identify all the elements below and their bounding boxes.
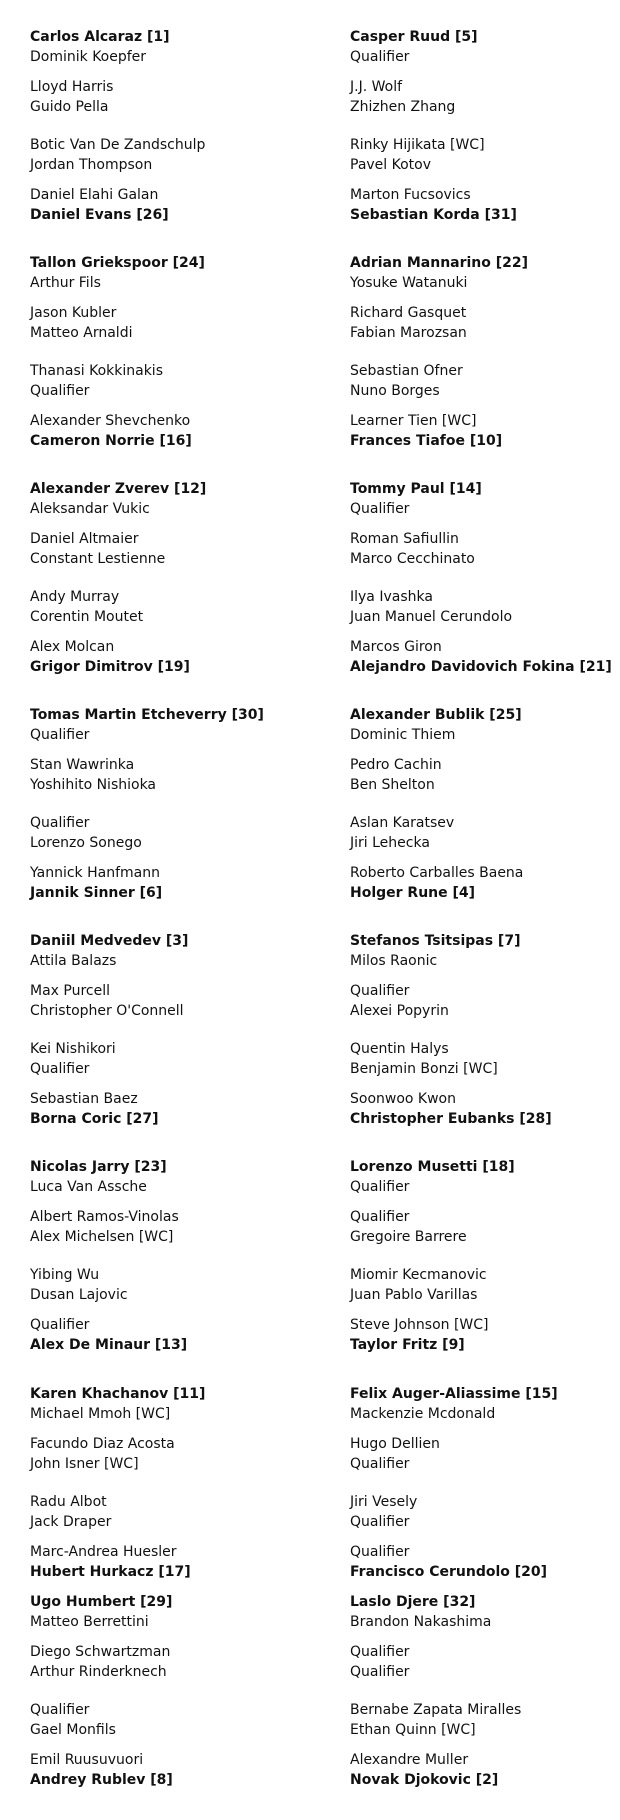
player-name: Yibing Wu [30,1267,100,1283]
match-pair [30,135,205,175]
player-name: Qualifier [350,1664,410,1680]
match-pair [30,755,156,795]
player-name: Dusan Lajovic [30,1287,128,1303]
match-pair [30,1384,205,1424]
seeded-player-name: Andrey Rublev [8] [30,1772,173,1788]
player-name: Marc-Andrea Huesler [30,1544,177,1560]
match-pair [350,863,523,903]
match-pair [350,1207,467,1247]
seeded-player-name: Novak Djokovic [2] [350,1772,499,1788]
player-name: Jiri Lehecka [350,835,430,851]
match-pair [350,1750,498,1790]
match-pair [30,1039,116,1079]
match-pair [30,253,205,293]
match-pair [350,1089,552,1129]
player-name: Constant Lestienne [30,551,166,567]
match-pair [30,931,188,971]
seeded-player-name: Lorenzo Musetti [18] [350,1159,515,1175]
player-name: Qualifier [350,983,410,999]
player-name: Brandon Nakashima [350,1614,492,1630]
player-name: Jordan Thompson [30,157,153,173]
player-name: Qualifier [350,1644,410,1660]
match-pair [350,77,455,117]
seeded-player-name: Ugo Humbert [29] [30,1594,173,1610]
match-pair [30,813,142,853]
player-name: Qualifier [350,1179,410,1195]
player-name: Qualifier [30,1317,90,1333]
player-name: Fabian Marozsan [350,325,467,341]
match-pair [30,1642,170,1682]
seeded-player-name: Taylor Fritz [9] [350,1337,465,1353]
player-name: Facundo Diaz Acosta [30,1436,175,1452]
match-pair [350,1039,498,1079]
player-name: Matteo Berrettini [30,1614,149,1630]
player-name: Ben Shelton [350,777,435,793]
player-name: John Isner [WC] [30,1456,139,1472]
match-pair [350,27,478,67]
seeded-player-name: Tomas Martin Etcheverry [30] [30,707,264,723]
match-pair [30,1157,167,1197]
player-name: Botic Van De Zandschulp [30,137,206,153]
player-name: Attila Balazs [30,953,117,969]
player-name: Hugo Dellien [350,1436,440,1452]
player-name: Luca Van Assche [30,1179,147,1195]
player-name: Benjamin Bonzi [WC] [350,1061,498,1077]
match-pair [30,705,264,745]
player-name: Nuno Borges [350,383,440,399]
player-name: Sebastian Baez [30,1091,138,1107]
player-name: Emil Ruusuvuori [30,1752,144,1768]
match-pair [30,863,162,903]
player-name: Quentin Halys [350,1041,449,1057]
match-pair [350,1700,521,1740]
player-name: Diego Schwartzman [30,1644,171,1660]
player-name: Daniel Altmaier [30,531,139,547]
player-name: Pedro Cachin [350,757,442,773]
player-name: Roman Safiullin [350,531,459,547]
match-pair [350,981,449,1021]
player-name: Aleksandar Vukic [30,501,150,517]
match-pair [350,587,512,627]
match-pair [30,1265,128,1305]
match-pair [30,479,206,519]
match-pair [350,1592,491,1632]
match-pair [30,1315,187,1355]
player-name: J.J. Wolf [350,79,403,95]
seeded-player-name: Jannik Sinner [6] [30,885,163,901]
match-pair [30,1492,111,1532]
player-name: Marton Fucsovics [350,187,471,203]
seeded-player-name: Karen Khachanov [11] [30,1386,206,1402]
match-pair [350,637,612,677]
match-pair [350,411,502,451]
match-pair [30,529,165,569]
player-name: Lorenzo Sonego [30,835,142,851]
player-name: Max Purcell [30,983,111,999]
match-pair [350,185,517,225]
match-pair [350,705,522,745]
player-name: Michael Mmoh [WC] [30,1406,171,1422]
player-name: Sebastian Ofner [350,363,463,379]
seeded-player-name: Alejandro Davidovich Fokina [21] [350,659,612,675]
player-name: Alexandre Muller [350,1752,469,1768]
player-name: Richard Gasquet [350,305,467,321]
player-name: Steve Johnson [WC] [350,1317,489,1333]
player-name: Daniel Elahi Galan [30,187,159,203]
seeded-player-name: Hubert Hurkacz [17] [30,1564,191,1580]
player-name: Pavel Kotov [350,157,432,173]
player-name: Alex Michelsen [WC] [30,1229,174,1245]
match-pair [350,1384,558,1424]
match-pair [350,135,485,175]
match-pair [30,27,170,67]
player-name: Mackenzie Mcdonald [350,1406,496,1422]
player-name: Zhizhen Zhang [350,99,456,115]
player-name: Albert Ramos-Vinolas [30,1209,179,1225]
match-pair [30,587,143,627]
match-pair [350,1492,417,1532]
player-name: Qualifier [30,1702,90,1718]
match-pair [30,1750,173,1790]
player-name: Juan Pablo Varillas [350,1287,478,1303]
player-name: Jack Draper [30,1514,112,1530]
seeded-player-name: Holger Rune [4] [350,885,476,901]
seeded-player-name: Tallon Griekspoor [24] [30,255,205,271]
player-name: Ethan Quinn [WC] [350,1722,476,1738]
player-name: Christopher O'Connell [30,1003,184,1019]
match-pair [350,479,482,519]
player-name: Matteo Arnaldi [30,325,133,341]
player-name: Guido Pella [30,99,109,115]
match-pair [350,813,454,853]
match-pair [30,637,190,677]
match-pair [30,411,192,451]
player-name: Qualifier [350,49,410,65]
match-pair [350,303,467,343]
seeded-player-name: Borna Coric [27] [30,1111,159,1127]
player-name: Roberto Carballes Baena [350,865,524,881]
seeded-player-name: Grigor Dimitrov [19] [30,659,190,675]
seeded-player-name: Tommy Paul [14] [350,481,482,497]
seeded-player-name: Daniil Medvedev [3] [30,933,189,949]
match-pair [350,1542,547,1582]
match-pair [30,1542,191,1582]
seeded-player-name: Frances Tiafoe [10] [350,433,503,449]
match-pair [30,1700,116,1740]
seeded-player-name: Stefanos Tsitsipas [7] [350,933,521,949]
player-name: Qualifier [30,727,90,743]
match-pair [350,1434,440,1474]
match-pair [30,1207,179,1247]
player-name: Qualifier [350,501,410,517]
match-pair [30,1089,159,1129]
seeded-player-name: Casper Ruud [5] [350,29,478,45]
match-pair [350,1315,489,1355]
match-pair [30,981,184,1021]
player-name: Qualifier [350,1514,410,1530]
player-name: Qualifier [350,1544,410,1560]
player-name: Arthur Fils [30,275,101,291]
player-name: Jiri Vesely [350,1494,418,1510]
player-name: Alexander Shevchenko [30,413,191,429]
player-name: Kei Nishikori [30,1041,116,1057]
match-pair [350,1265,487,1305]
match-pair [350,529,475,569]
player-name: Qualifier [350,1456,410,1472]
player-name: Qualifier [30,383,90,399]
seeded-player-name: Adrian Mannarino [22] [350,255,529,271]
seeded-player-name: Sebastian Korda [31] [350,207,517,223]
player-name: Alex Molcan [30,639,115,655]
seeded-player-name: Carlos Alcaraz [1] [30,29,170,45]
player-name: Radu Albot [30,1494,107,1510]
player-name: Aslan Karatsev [350,815,455,831]
player-name: Lloyd Harris [30,79,114,95]
player-name: Dominic Thiem [350,727,456,743]
player-name: Stan Wawrinka [30,757,135,773]
seeded-player-name: Daniel Evans [26] [30,207,169,223]
match-pair [350,253,528,293]
player-name: Andy Murray [30,589,120,605]
player-name: Yoshihito Nishioka [30,777,157,793]
seeded-player-name: Christopher Eubanks [28] [350,1111,552,1127]
match-pair [30,77,113,117]
match-pair [30,361,163,401]
match-pair [30,1592,172,1632]
match-pair [350,931,520,971]
seeded-player-name: Alex De Minaur [13] [30,1337,188,1353]
player-name: Jason Kubler [30,305,117,321]
seeded-player-name: Alexander Zverev [12] [30,481,207,497]
player-name: Bernabe Zapata Miralles [350,1702,522,1718]
seeded-player-name: Francisco Cerundolo [20] [350,1564,548,1580]
match-pair [30,303,132,343]
player-name: Marcos Giron [350,639,442,655]
player-name: Thanasi Kokkinakis [30,363,163,379]
player-name: Gael Monfils [30,1722,116,1738]
player-name: Corentin Moutet [30,609,144,625]
match-pair [30,1434,175,1474]
match-pair [350,361,463,401]
player-name: Marco Cecchinato [350,551,475,567]
player-name: Learner Tien [WC] [350,413,477,429]
player-name: Yannick Hanfmann [30,865,160,881]
player-name: Gregoire Barrere [350,1229,467,1245]
player-name: Alexei Popyrin [350,1003,449,1019]
player-name: Miomir Kecmanovic [350,1267,487,1283]
player-name: Yosuke Watanuki [350,275,468,291]
player-name: Milos Raonic [350,953,438,969]
player-name: Juan Manuel Cerundolo [350,609,513,625]
player-name: Rinky Hijikata [WC] [350,137,485,153]
seeded-player-name: Nicolas Jarry [23] [30,1159,167,1175]
player-name: Qualifier [30,1061,90,1077]
player-name: Qualifier [350,1209,410,1225]
player-name: Qualifier [30,815,90,831]
player-name: Ilya Ivashka [350,589,433,605]
seeded-player-name: Laslo Djere [32] [350,1594,476,1610]
player-name: Dominik Koepfer [30,49,147,65]
seeded-player-name: Cameron Norrie [16] [30,433,192,449]
seeded-player-name: Felix Auger-Aliassime [15] [350,1386,558,1402]
match-pair [350,1642,409,1682]
match-pair [350,755,442,795]
player-name: Arthur Rinderknech [30,1664,167,1680]
match-pair [350,1157,515,1197]
player-name: Soonwoo Kwon [350,1091,456,1107]
match-pair [30,185,169,225]
seeded-player-name: Alexander Bublik [25] [350,707,522,723]
